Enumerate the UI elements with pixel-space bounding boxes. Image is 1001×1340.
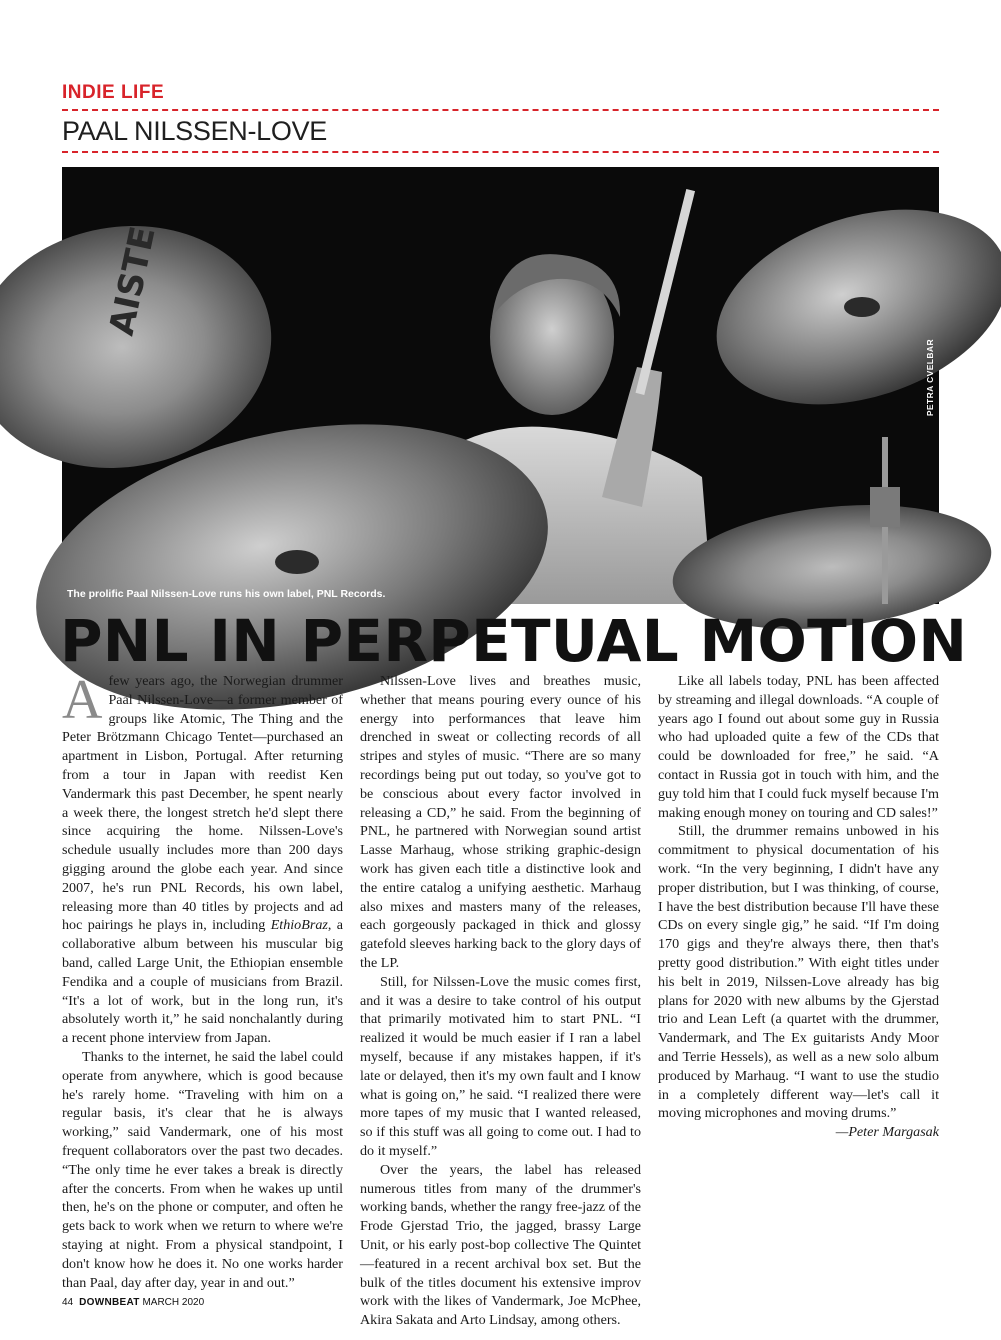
photo-credit: PETRA CVELBAR: [925, 339, 935, 417]
paragraph-1: A few years ago, the Norwegian drummer Paal Nilssen-Love—a former member of groups like Atomic, The Thing and the Peter Brötzmann Chicago Tentet—purchased an apartment in Lisbon, Portugal. After returning from a tour in Japan with reedist Ken Vandermark this past December, he spent nearly a week there, the longest stretch he'd slept there since acquiring the home. Nilssen-Love's schedule usually includes more than 200 days gigging around the globe each year. And since 2007, he's run PNL Records, his own label, releasing more than 40 titles by projects and ad hoc pairings he plays in, including EthioBraz, a collaborative album between his muscular big band, called Large Unit, the Ethiopian ensemble Fendika and a couple of musicians from Brazil. “It's a lot of work, but in the long run, it's absolutely worth it,” he said nonchalantly during a recent phone interview from Japan.: [62, 669, 343, 1047]
magazine-name: DOWNBEAT: [79, 1297, 140, 1308]
issue-date: MARCH 2020: [142, 1297, 205, 1308]
photo-caption: The prolific Paal Nilssen-Love runs his own label, PNL Records.: [67, 588, 386, 600]
section-tag: INDIE LIFE: [62, 82, 165, 103]
paragraph-6: Like all labels today, PNL has been affected by streaming and illegal downloads. “A couple of years ago I found out about some guy in Russia who had uploaded quite a few of the CDs that could be downloaded for free,” he said. “A contact in Russia got in touch with him, and the guy told him that I could fuck myself because I'm making enough money on touring and CD sales!”: [658, 673, 939, 821]
headline: PNL IN PERPETUAL MOTION: [60, 607, 968, 675]
drop-cap: A: [62, 669, 103, 731]
hero-photo: [62, 167, 939, 604]
byline: —Peter Margasak: [835, 1124, 939, 1141]
drummer-photo-illustration: [62, 167, 939, 604]
paragraph-4: Still, for Nilssen-Love the music comes first, and it was a desire to take control of his output that primarily motivated him to start PNL. “I realized it would be much easier if I ran a label myself, because if any mistakes happen, if it's late or delayed, then it's my own fault and I know what is going on,” he said. “I realized there were more tapes of my music that I wanted released, so if this stuff was all going to come out. I had to do it myself.”: [360, 973, 641, 1159]
header-divider-bottom: [62, 151, 939, 153]
paragraph-5: Over the years, the label has released numerous titles from many of the drummer's working bands, whether the rangy free-jazz of the Frode Gjerstad Trio, the jagged, brassy Large Unit, or his early post-bop collective The Quintet—featured in a recent archival box set. But the bulk of the titles document his extensive improv work with the likes of Vandermark, Joe McPhee, Akira Sakata and Arto Lindsay, among others.: [360, 1161, 641, 1329]
article-column-1: [62, 669, 343, 1291]
header-divider-top: [62, 109, 939, 111]
paragraph-3: Nilssen-Love lives and breathes music, whether that means pouring every ounce of his energy into performances that leave him drenched in sweat or collecting records of all stripes and styles of music. “There are so many recordings being put out today, so you've got to be conscious about every factor involved in releasing a CD,” he said. From the beginning of PNL, he partnered with Norwegian sound artist Lasse Marhaug, whose striking graphic-design work has given each title a distinctive look and the entire catalog a unifying aesthetic. Marhaug also mixes and masters many of the releases, each gorgeously packaged in thick and glossy gatefold sleeves harking back to the glory days of the LP.: [360, 673, 641, 971]
page-folio: [62, 1297, 204, 1308]
article-column-2: [360, 672, 641, 1329]
article-subject: PAAL NILSSEN-LOVE: [62, 116, 328, 146]
cymbal-brand-text: AISTE: [101, 223, 164, 339]
paragraph-2: Thanks to the internet, he said the label could operate from anywhere, which is good because he's rarely home. “Traveling with him on a regular basis, it's clear that he is always working,” said Vandermark, one of his most frequent collaborators over the past two decades. “The only time he ever takes a break is directly after the concerts. From when he wakes up until then, he's on the phone or computer, and often he gets back to work when we return to where we're staying at night. From a physical standpoint, I don't know how he does it. No one works harder than Paal, day after day, year in and out.”: [62, 1048, 343, 1291]
paragraph-7: Still, the drummer remains unbowed in his commitment to physical documentation of his work. “In the very beginning, I didn't have any proper distribution, but I was thinking, of course, I have the best distribution because I'll have these CDs on every single gig,” he said. “If I'm doing 170 gigs and they're always there, then that's pretty good distribution.” With eight titles under his belt in 2019, Nilssen-Love already has big plans for 2020 with new albums by the Gjerstad trio and Lean Left (a quartet with the drummer, Vandermark, and The Ex guitarists Andy Moor and Terrie Hessels), as well as a new solo album produced by Marhaug. “I want to use the studio in a completely different way—let's call it moving microphones and moving drums.” —Peter Margasak: [658, 823, 939, 1141]
article-column-3: [658, 672, 939, 1282]
page-number: 44: [62, 1297, 74, 1308]
